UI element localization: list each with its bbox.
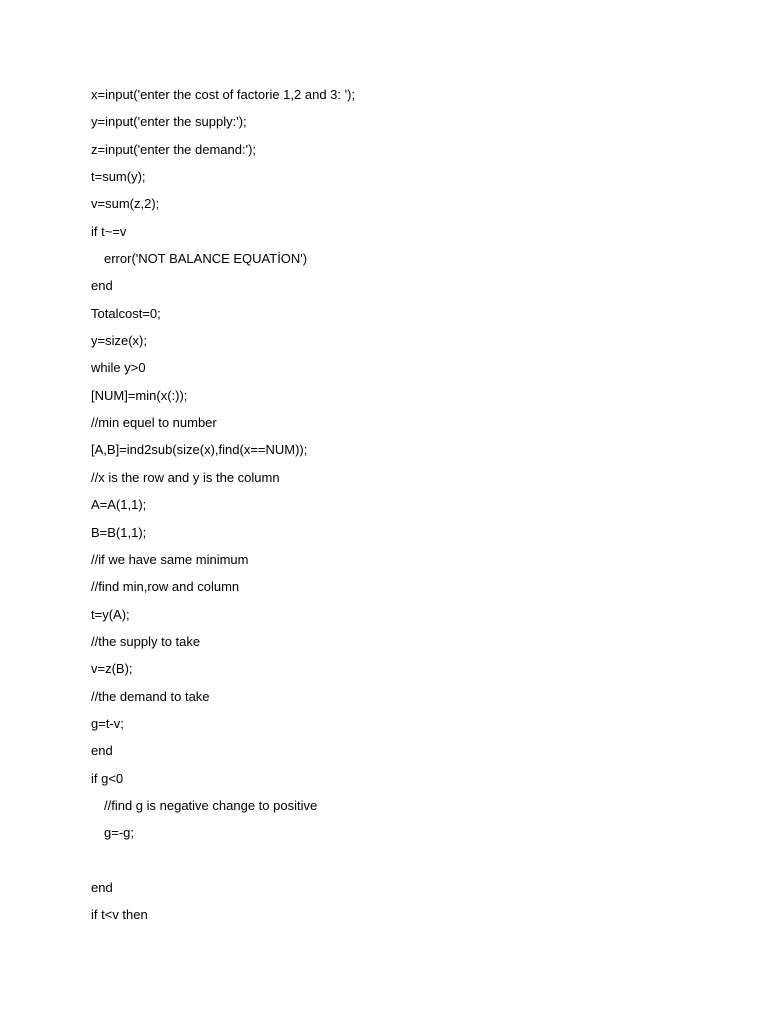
code-line: [A,B]=ind2sub(size(x),find(x==NUM)); [91,442,308,458]
code-line: if g<0 [91,770,124,786]
code-line: //find min,row and column [91,579,240,595]
code-line: t=y(A); [91,606,130,622]
code-line: //if we have same minimum [91,551,249,567]
code-line: A=A(1,1); [91,497,147,513]
code-line: while y>0 [91,360,146,376]
code-line: if t<v then [91,907,148,923]
code-line: x=input('enter the cost of factorie 1,2 and 3: '); [91,87,356,102]
code-line: end [91,879,113,895]
code-line: if t~=v [91,223,127,239]
code-line: v=z(B); [91,661,133,677]
code-line: end [91,743,113,759]
code-line: Totalcost=0; [91,305,161,321]
code-line: error('NOT BALANCE EQUATİON') [104,251,308,267]
code-line: y=input('enter the supply:'); [91,114,247,130]
code-line: g=-g; [104,825,134,841]
code-line [91,851,731,878]
code-line: //the supply to take [91,633,201,649]
code-line: [NUM]=min(x(:)); [91,387,188,403]
code-line: end [91,278,113,294]
code-line: z=input('enter the demand:'); [91,141,257,157]
code-line: //min equel to number [91,415,217,431]
code-line: v=sum(z,2); [91,196,160,212]
code-line: B=B(1,1); [91,524,147,540]
code-line: //the demand to take [91,688,210,704]
code-line: //find g is negative change to positive [104,797,318,813]
code-line: y=size(x); [91,333,147,349]
code-line: t=sum(y); [91,169,146,185]
code-line: //x is the row and y is the column [91,469,280,485]
code-line: g=t-v; [91,715,124,731]
code-listing [91,85,731,933]
